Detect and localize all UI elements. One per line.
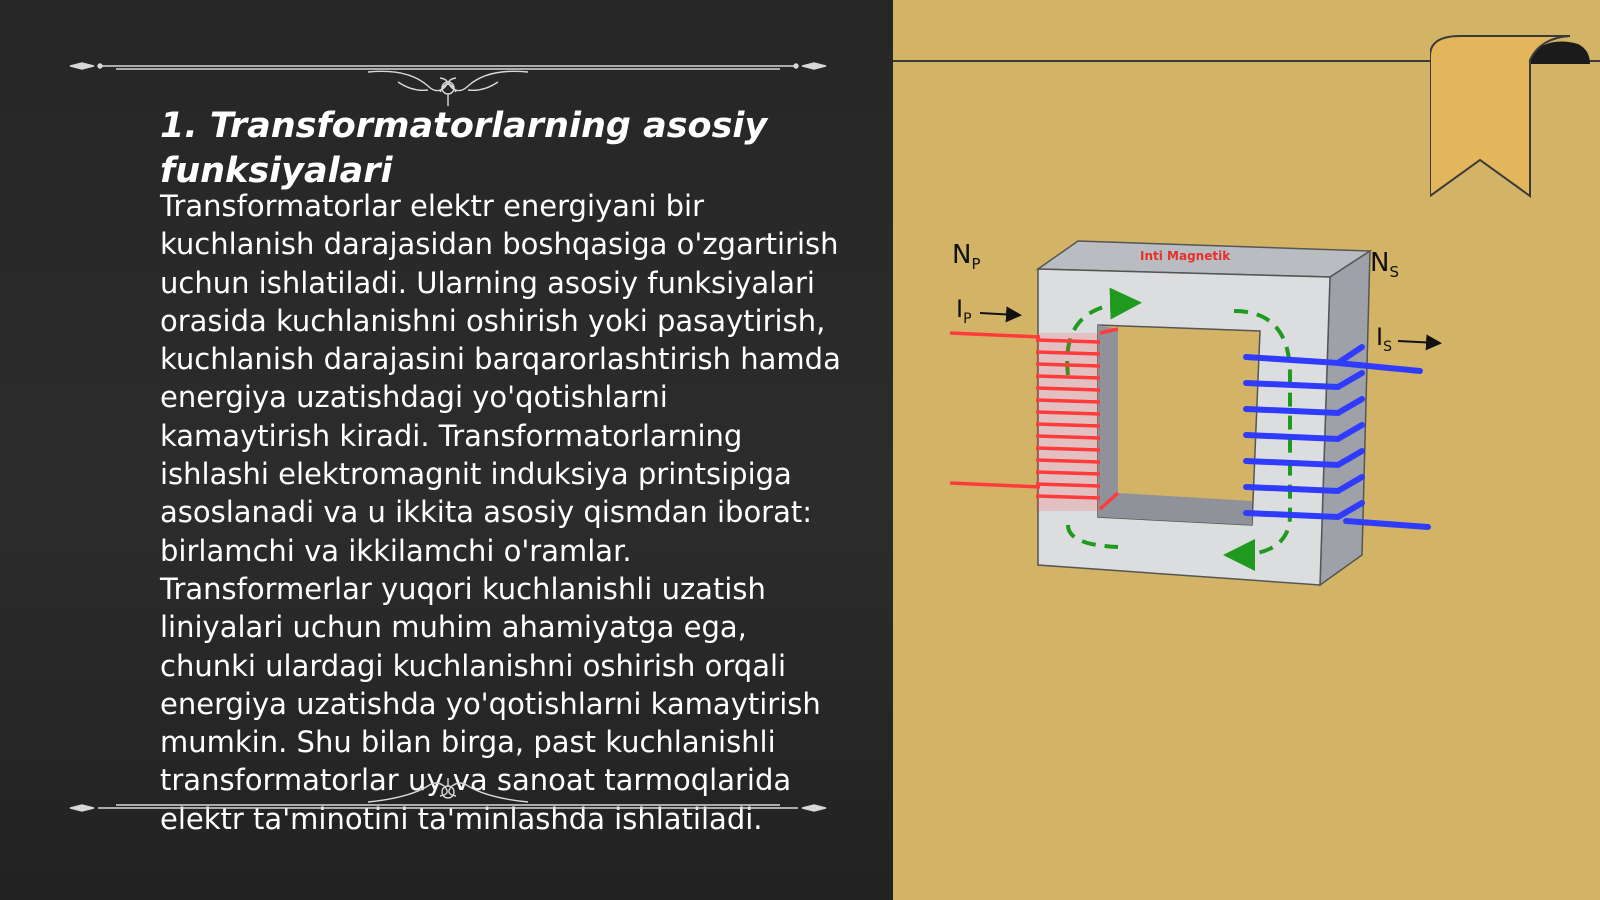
core-label: Inti Magnetik [1140,249,1231,263]
ip-label: $I_P$ [956,295,972,327]
slide-body-text: Transformatorlar elektr energiyani bir kuchlanish darajasidan boshqasiga o'zgartirish uchun ishlatiladi. Ularning asosiy funksiyalari orasida kuchlanishni oshirish yoki pasaytirish, kuchlanish darajasini barqarorlashtirish hamda energiya uzatishdagi yo'qotishlarni kamaytirish kiradi. Transformatorlarning ishlashi elektromagnit induksiya printsipiga asoslanadi va u ikkita asosiy qismdan iborat: birlamchi va ikkilamchi o'ramlar. Transformerlar yuqori kuchlanishli uzatish liniyalari uchun muhim ahamiyatga ega, chunki ulardagi kuchlanishni oshirish orqali energiya uzatishda yo'qotishlarni kamaytirish mumkin. Shu bilan birga, past kuchlanishli transformatorlar uy va sanoat tarmoqlarida elektr ta'minotini ta'minlashda ishlatiladi. [160,189,841,836]
primary-winding [950,329,1118,511]
transformer-diagram [950,225,1450,605]
slide-title: 1. Transformatorlarning asosiy funksiyalari [160,106,768,191]
ns-label: $N_S$ [1370,248,1399,281]
bottom-ornament-divider [68,778,828,838]
ip-arrow [980,313,1018,315]
np-label: $N_P$ [952,240,981,273]
is-arrow [1398,341,1438,343]
top-ornament-divider [68,48,828,108]
is-label: $I_S$ [1376,323,1392,355]
bookmark-ribbon [1430,34,1600,204]
